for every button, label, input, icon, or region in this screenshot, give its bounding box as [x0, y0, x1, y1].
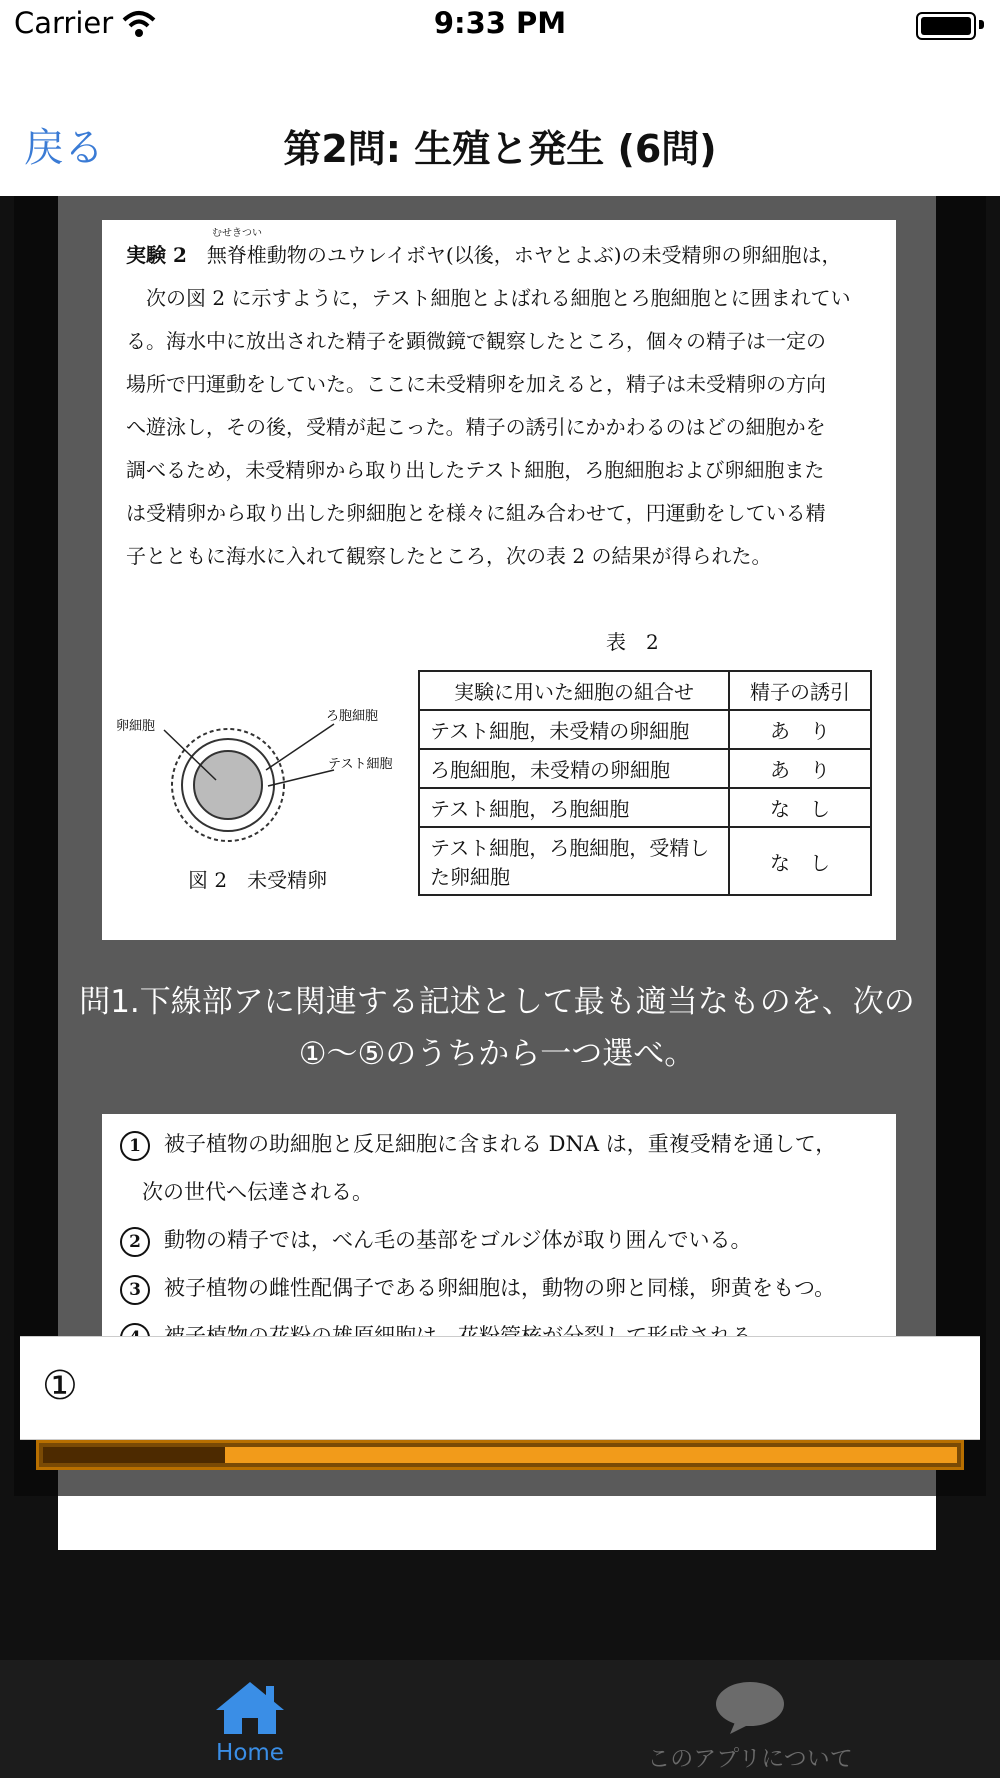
question-card[interactable] — [58, 196, 936, 1496]
experiment-line: 子とともに海水に入れて観察したところ，次の表 2 の結果が得られた。 — [126, 544, 772, 568]
experiment-line: る。海水中に放出された精子を顕微鏡で観察したところ，個々の精子は一定の — [126, 329, 826, 353]
table-row — [419, 788, 871, 827]
back-button[interactable]: 戻る — [24, 125, 104, 171]
ruby-reading: むせきつい — [212, 228, 262, 239]
table-row — [419, 710, 871, 749]
choice-item — [120, 1272, 835, 1305]
tab-home[interactable] — [0, 1660, 500, 1778]
tab-about-label: このアプリについて — [647, 1746, 853, 1772]
choice-number: 3 — [120, 1275, 150, 1305]
table-cell: あ り — [729, 749, 871, 788]
table-row — [419, 749, 871, 788]
tab-bar — [0, 1660, 1000, 1778]
table-cell: な し — [729, 827, 871, 895]
navigation-bar — [0, 50, 1000, 196]
speech-bubble-icon — [710, 1678, 790, 1738]
page-title: 第2問: 生殖と発生 (6問) — [283, 127, 717, 171]
table-cell: テスト細胞，ろ胞細胞 — [419, 788, 729, 827]
carrier-label: Carrier — [14, 6, 114, 40]
clock: 9:33 PM — [433, 6, 567, 40]
experiment-image — [102, 220, 896, 940]
experiment-lead: 実験 2 — [126, 243, 187, 267]
test-cell-label: テスト細胞 — [328, 757, 393, 772]
tab-about[interactable] — [500, 1660, 1000, 1778]
result-table — [418, 670, 872, 896]
experiment-text — [126, 234, 886, 578]
choice-text: 動物の精子では，べん毛の基部をゴルジ体が取り囲んでいる。 — [164, 1228, 752, 1252]
egg-diagram — [116, 709, 392, 841]
tab-home-label: Home — [216, 1740, 284, 1766]
card-footer — [58, 1496, 936, 1550]
choice-item — [120, 1224, 751, 1257]
table-header: 精子の誘引 — [729, 671, 871, 710]
unfertilized-egg-figure — [116, 690, 406, 860]
choice-item — [120, 1128, 836, 1161]
table-cell: あ り — [729, 710, 871, 749]
follicle-label: ろ胞細胞 — [326, 709, 379, 724]
experiment-line: 無脊椎動物のユウレイボヤ(以後，ホヤとよぶ)の未受精卵の卵細胞は， — [206, 243, 842, 267]
home-icon — [210, 1678, 290, 1738]
experiment-line: は受精卵から取り出した卵細胞とを様々に組み合わせて，円運動をしている精 — [126, 501, 826, 525]
progress-fill — [43, 1447, 225, 1463]
figure-caption: 図 2 未受精卵 — [188, 868, 328, 892]
choice-text: 被子植物の雌性配偶子である卵細胞は，動物の卵と同様，卵黄をもつ。 — [164, 1276, 836, 1300]
egg-label: 卵細胞 — [116, 719, 156, 734]
experiment-line: へ遊泳し，その後，受精が起こった。精子の誘引にかかわるのはどの細胞かを — [126, 415, 826, 439]
table-header-row — [419, 671, 871, 710]
experiment-line: 場所で円運動をしていた。ここに未受精卵を加えると，精子は未受精卵の方向 — [126, 372, 826, 396]
question-text: 問1.下線部アに関連する記述として最も適当なものを、次の①〜⑤のうちから一つ選べ。 — [79, 984, 915, 1072]
progress-bar — [36, 1440, 964, 1470]
table-cell: ろ胞細胞，未受精の卵細胞 — [419, 749, 729, 788]
answer-option[interactable] — [20, 1336, 980, 1440]
choice-item — [142, 1176, 373, 1206]
choice-number: 1 — [120, 1131, 150, 1161]
experiment-line: 調べるため，未受精卵から取り出したテスト細胞，ろ胞細胞および卵細胞また — [126, 458, 825, 482]
choice-text: 被子植物の助細胞と反足細胞に含まれる DNA は，重複受精を通して， — [164, 1132, 837, 1156]
answer-option-label: ① — [42, 1363, 78, 1409]
table-cell: テスト細胞，ろ胞細胞，受精した卵細胞 — [419, 827, 729, 895]
table-cell: な し — [729, 788, 871, 827]
battery-tip — [979, 20, 984, 29]
status-bar — [0, 0, 1000, 50]
table-caption: 表 2 — [606, 630, 659, 654]
choice-number: 2 — [120, 1227, 150, 1257]
table-cell: テスト細胞，未受精の卵細胞 — [419, 710, 729, 749]
table-row — [419, 827, 871, 895]
main-content[interactable] — [0, 196, 1000, 1660]
choice-text: 次の世代へ伝達される。 — [142, 1180, 373, 1204]
table-header: 実験に用いた細胞の組合せ — [419, 671, 729, 710]
progress-remaining — [225, 1447, 957, 1463]
battery-icon — [916, 12, 976, 40]
experiment-line: 次の図 2 に示すように，テスト細胞とよばれる細胞とろ胞細胞とに囲まれてい — [146, 286, 851, 310]
